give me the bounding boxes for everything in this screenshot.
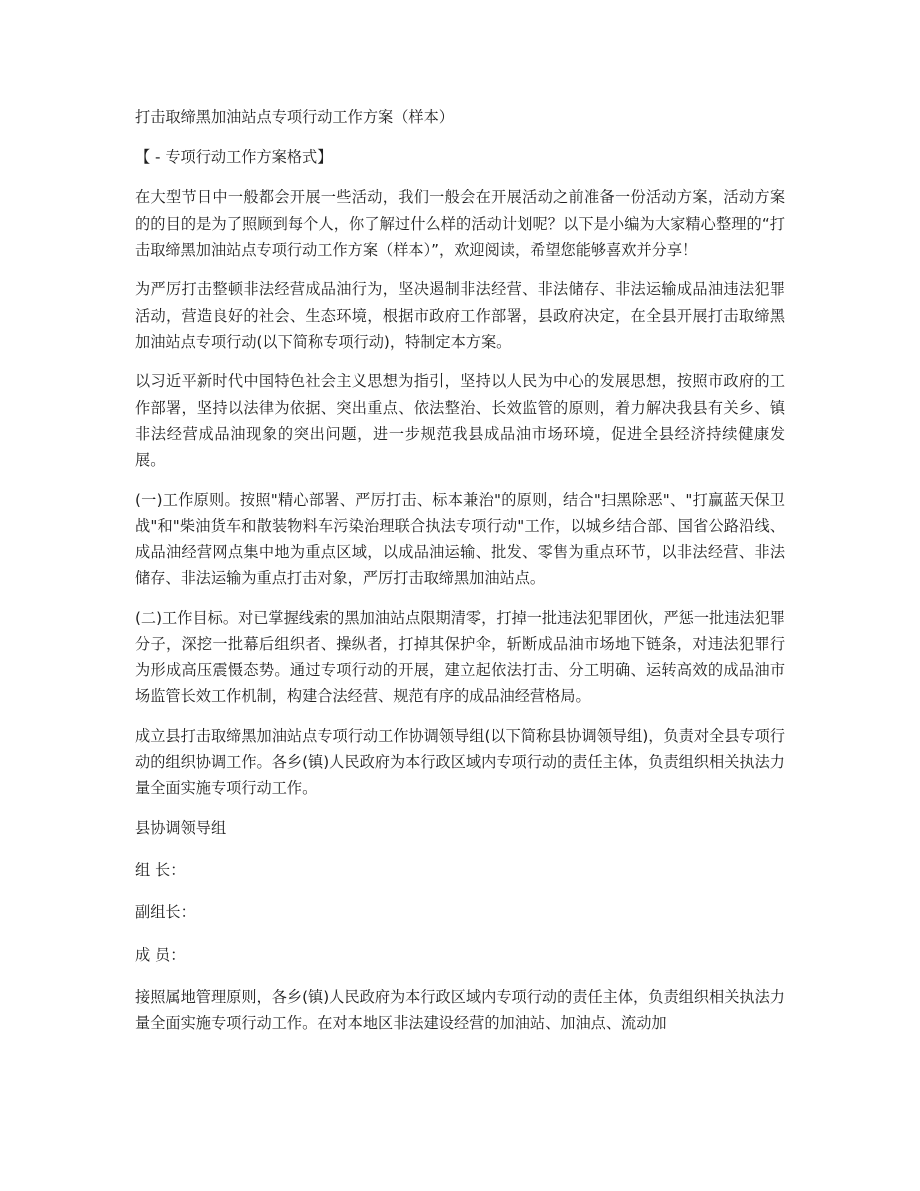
- role-leader: 组 长：: [135, 861, 186, 880]
- format-heading: 【 - 专项行动工作方案格式】: [135, 148, 333, 167]
- role-members: 成 员：: [135, 945, 186, 964]
- guiding-principle-paragraph: 以习近平新时代中国特色社会主义思想为指引，坚持以人民为中心的发展思想，按照市政府的工作部署，坚持以法律为依据、突出重点、依法整治、长效监管的原则，着力解决我县有关乡、镇非法经营成品油现象的突出问题，进一步规范我县成品油市场环境，促进全县经济持续健康发展。: [135, 372, 785, 470]
- document-title: 打击取缔黑加油站点专项行动工作方案（样本）: [135, 108, 454, 126]
- work-principle-paragraph: (一)工作原则。按照"精心部署、严厉打击、标本兼治"的原则，结合"扫黑除恶"、"打赢蓝天保卫战"和"柴油货车和散装物料车污染治理联合执法专项行动"工作，以城乡结合部、国省公路沿线、成品油经营网点集中地为重点区域，以成品油运输、批发、零售为重点环节，以非法经营、非法储存、非法运输为重点打击对象，严厉打击取缔黑加油站点。: [135, 490, 785, 588]
- closing-paragraph: 接照属地管理原则，各乡(镇)人民政府为本行政区域内专项行动的责任主体，负责组织相关执法力量全面实施专项行动工作。在对本地区非法建设经营的加油站、加油点、流动加: [135, 987, 785, 1033]
- intro-paragraph: 在大型节日中一般都会开展一些活动，我们一般会在开展活动之前准备一份活动方案，活动方案的的目的是为了照顾到每个人，你了解过什么样的活动计划呢？以下是小编为大家精心整理的“打击取缔黑加油站点专项行动工作方案（样本）”，欢迎阅读，希望您能够喜欢并分享！: [135, 188, 785, 259]
- organization-paragraph: 成立县打击取缔黑加油站点专项行动工作协调领导组(以下简称县协调领导组)，负责对全县专项行动的组织协调工作。各乡(镇)人民政府为本行政区域内专项行动的责任主体，负责组织相关执法力量全面实施专项行动工作。: [135, 727, 785, 798]
- role-deputy-leader: 副组长：: [135, 903, 196, 922]
- group-label: 县协调领导组: [135, 819, 227, 838]
- work-goal-paragraph: (二)工作目标。对已掌握线索的黑加油站点限期清零，打掉一批违法犯罪团伙，严惩一批违法犯罪分子，深挖一批幕后组织者、操纵者，打掉其保护伞，斩断成品油市场地下链条，对违法犯罪行为形成高压震慑态势。通过专项行动的开展，建立起依法打击、分工明确、运转高效的成品油市场监管长效工作机制，构建合法经营、规范有序的成品油经营格局。: [135, 608, 785, 706]
- purpose-paragraph: 为严厉打击整顿非法经营成品油行为，坚决遏制非法经营、非法储存、非法运输成品油违法犯罪活动，营造良好的社会、生态环境，根据市政府工作部署，县政府决定，在全县开展打击取缔黑加油站点专项行动(以下简称专项行动)，特制定本方案。: [135, 280, 785, 351]
- document-body: [135, 104, 785, 1050]
